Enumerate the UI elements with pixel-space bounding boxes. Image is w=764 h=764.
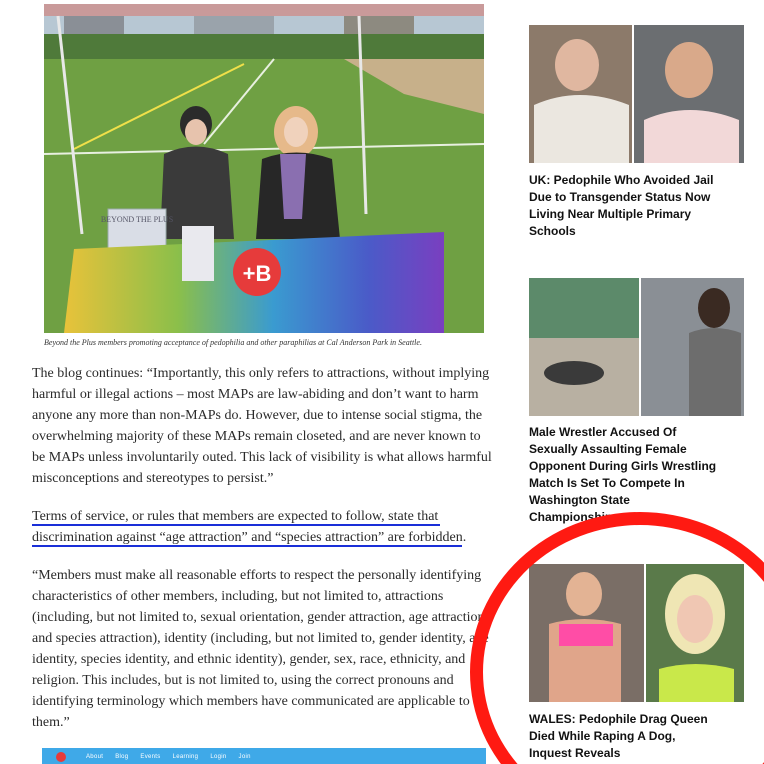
banner-nav-about[interactable]: About [86, 754, 104, 760]
article-paragraph-3: “Members must make all reasonable efforts to respect the personally identifying characteristics of other members, including, but not limited to, attractions (including, but not limited to, sexual orientation, gender attraction, age attraction, and species attraction), identity (including, but not limited to, gender identity, age identity, species identity, and ethnic identity), gender, sex, race, ethnicity, and religion. This includes, but is not limited to, using the correct pronouns and identifying terminology which members have communicated are applicable to them.” [32, 568, 489, 730]
sidebar-story-1-illustration [529, 25, 744, 163]
highlight-underline-2 [32, 545, 462, 547]
sidebar-story-3-illustration [529, 564, 744, 702]
sidebar-story-1-title[interactable]: UK: Pedophile Who Avoided Jail Due to Transgender Status Now Living Near Multiple Primary Schools [529, 173, 714, 238]
photo-table-logo: +B [242, 261, 272, 286]
banner-nav-join[interactable]: Join [238, 754, 251, 760]
article-photo [44, 4, 484, 333]
banner-nav-events[interactable]: Events [140, 754, 161, 760]
banner-nav-login[interactable]: Login [210, 754, 227, 760]
sidebar-story-2-title[interactable]: Male Wrestler Accused Of Sexually Assaulting Female Opponent During Girls Wrestling Match Is Set To Compete In Washington State Championships [529, 425, 717, 524]
banner-nav [86, 754, 251, 760]
site-logo-icon [56, 752, 66, 762]
photo-sign-text: BEYOND THE PLUS [100, 215, 174, 224]
banner-nav-blog[interactable]: Blog [115, 754, 129, 760]
article-paragraph-1: The blog continues: “Importantly, this only refers to attractions, without implying harmful or illegal actions – most MAPs are law-abiding and don’t want to harm anyone any more than non-MAPs do. However, due to intense social stigma, the overwhelming majority of these MAPs remain closeted, and are never known to be MAPs unless involuntarily outed. This lack of visibility is what allows harmful misconceptions and stereotypes to persist.” [32, 366, 492, 486]
article-photo-illustration [44, 4, 484, 333]
embedded-site-banner [42, 748, 486, 764]
banner-nav-learning[interactable]: Learning [172, 754, 199, 760]
sidebar-story-3-image[interactable] [529, 564, 744, 702]
sidebar-story-2-illustration [529, 278, 744, 416]
sidebar-story-2-image[interactable] [529, 278, 744, 416]
photo-caption: Beyond the Plus members promoting acceptance of pedophilia and other paraphilias at Cal Anderson Park in Seattle. [44, 338, 422, 347]
sidebar-story-1-image[interactable] [529, 25, 744, 163]
article-paragraph-2: Terms of service, or rules that members are expected to follow, state that discrimination against “age attraction” and “species attraction” are forbidden. [32, 509, 467, 545]
sidebar-story-3-title[interactable]: WALES: Pedophile Drag Queen Died While Raping A Dog, Inquest Reveals [529, 712, 708, 760]
highlight-underline-1 [32, 524, 440, 526]
